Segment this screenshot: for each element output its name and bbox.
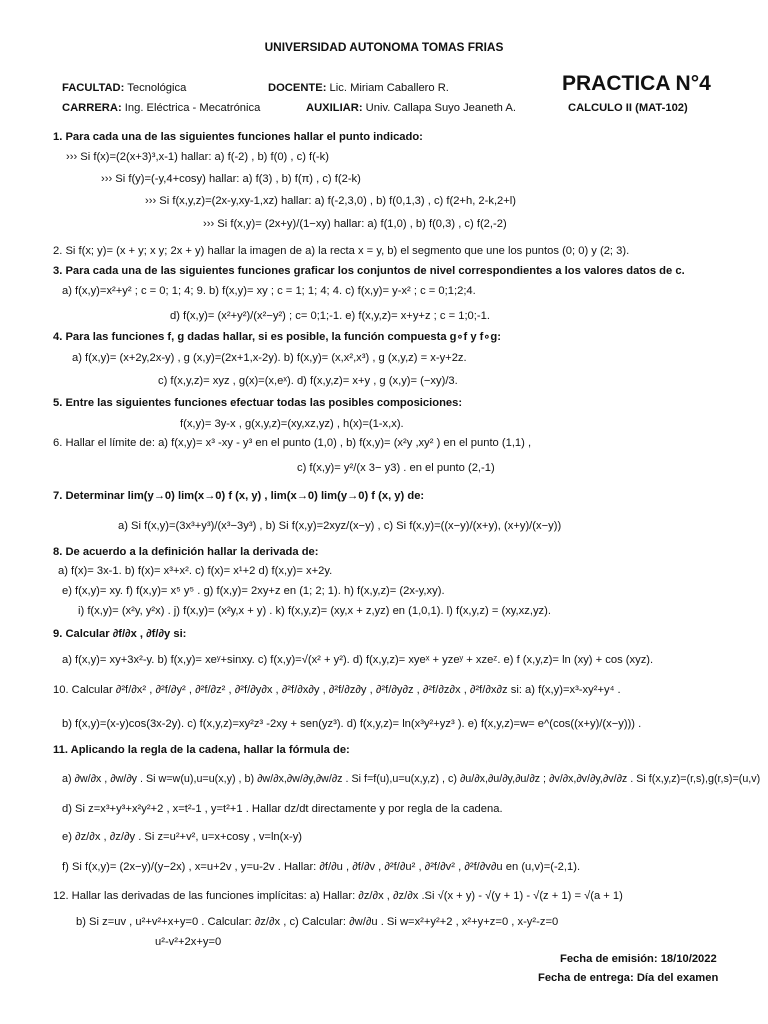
carrera-label: CARRERA: <box>62 102 122 114</box>
exercise-11-line-a: a) ∂w/∂x , ∂w/∂y . Si w=w(u),u=u(x,y) , b) ∂w/∂x,∂w/∂y,∂w/∂z . Si f=f(u),u=u(x,y,z) , c) ∂u/∂x,∂u/∂y,∂u/∂z ; ∂v/∂x,∂v/∂y,∂v/∂z . Si f(x,y,z)=(r,s),g(r,s)=(u,v) <box>62 773 761 785</box>
exercise-8-line-3: i) f(x,y)= (x²y, y²x) . j) f(x,y)= (x²y,x + y) . k) f(x,y,z)= (xy,x + z,yz) en (1,0,1). l) f(x,y,z) = (xy,xz,yz). <box>78 605 551 617</box>
auxiliar-label: AUXILIAR: <box>306 102 363 114</box>
exercise-6: 6. Hallar el límite de: a) f(x,y)= x³ -xy - y³ en el punto (1,0) , b) f(x,y)= (x²y ,xy² ) en el punto (1,1) , <box>53 437 532 449</box>
exercise-12-line-b2: u²-v²+2x+y=0 <box>155 936 222 948</box>
fecha-entrega: Fecha de entrega: Día del examen <box>538 972 719 984</box>
exercise-8-line-1: a) f(x)= 3x-1. b) f(x)= x³+x². c) f(x)= x¹+2 d) f(x,y)= x+2y. <box>58 565 333 577</box>
exercise-11-line-f: f) Si f(x,y)= (2x−y)/(y−2x) , x=u+2v , y=u-2v . Hallar: ∂f/∂u , ∂f/∂v , ∂²f/∂u² , ∂²f/∂v² , ∂²f/∂v∂u en (u,v)=(-2,1). <box>62 861 581 873</box>
docente-field <box>268 81 449 95</box>
auxiliar-field <box>306 101 516 115</box>
exercise-1-heading: 1. Para cada una de las siguientes funciones hallar el punto indicado: <box>53 131 423 143</box>
exercise-5-line-1: f(x,y)= 3y-x , g(x,y,z)=(xy,xz,yz) , h(x)=(1-x,x). <box>180 418 404 430</box>
practica-title: PRACTICA N°4 <box>562 72 711 95</box>
exercise-12-line-b: b) Si z=uv , u²+v²+x+y=0 . Calcular: ∂z/∂x , c) Calcular: ∂w/∂u . Si w=x²+y²+2 , x²+y+z=0 , x-y²-z=0 <box>76 916 559 928</box>
facultad-field <box>62 81 186 95</box>
exercise-11-line-e: e) ∂z/∂x , ∂z/∂y . Si z=u²+v², u=x+cosy , v=ln(x-y) <box>62 831 303 843</box>
exercise-1-line-3: ››› Si f(x,y,z)=(2x-y,xy-1,xz) hallar: a) f(-2,3,0) , b) f(0,1,3) , c) f(2+h, 2-k,2+l) <box>145 195 517 207</box>
auxiliar-value: Univ. Callapa Suyo Jeaneth A. <box>365 102 516 114</box>
exercise-8-heading: 8. De acuerdo a la definición hallar la derivada de: <box>53 546 319 558</box>
exercise-7-line-1: a) Si f(x,y)=(3x³+y³)/(x³−3y³) , b) Si f(x,y)=2xyz/(x−y) , c) Si f(x,y)=((x−y)/(x+y), (x+y)/(x−y)) <box>118 520 562 532</box>
exercise-4-line-2: c) f(x,y,z)= xyz , g(x)=(x,eˣ). d) f(x,y,z)= x+y , g (x,y)= (−xy)/3. <box>158 375 458 387</box>
exercise-11-line-d: d) Si z=x³+y³+x²y²+2 , x=t²-1 , y=t²+1 . Hallar dz/dt directamente y por regla de la cadena. <box>62 803 503 815</box>
fecha-emision: Fecha de emisión: 18/10/2022 <box>560 953 717 965</box>
facultad-value: Tecnológica <box>127 82 187 94</box>
exercise-4-heading: 4. Para las funciones f, g dadas hallar, si es posible, la función compuesta g∘f y f∘g: <box>53 331 501 343</box>
carrera-value: Ing. Eléctrica - Mecatrónica <box>124 102 261 114</box>
exercise-9-line-1: a) f(x,y)= xy+3x²-y. b) f(x,y)= xeʸ+sinxy. c) f(x,y)=√(x² + y²). d) f(x,y,z)= xyeˣ + yzeʸ + xzeᶻ. e) f (x,y,z)= ln (xy) + cos (xyz). <box>62 654 654 666</box>
carrera-field <box>62 101 260 115</box>
exercise-10-heading: 10. Calcular ∂²f/∂x² , ∂²f/∂y² , ∂²f/∂z² , ∂²f/∂y∂x , ∂²f/∂x∂y , ∂²f/∂z∂y , ∂²f/∂y∂z , ∂²f/∂z∂x , ∂²f/∂x∂z si: a) f(x,y)=x³-xy²+y⁴ . <box>53 684 621 696</box>
exercise-6-line-2: c) f(x,y)= y²/(x 3− y3) . en el punto (2,-1) <box>297 462 495 474</box>
docente-value: Lic. Miriam Caballero R. <box>329 82 449 94</box>
exercise-4-line-1: a) f(x,y)= (x+2y,2x-y) , g (x,y)=(2x+1,x-2y). b) f(x,y)= (x,x²,x³) , g (x,y,z) = x-y+2z. <box>72 352 467 364</box>
exercise-1-line-4: ››› Si f(x,y)= (2x+y)/(1−xy) hallar: a) f(1,0) , b) f(0,3) , c) f(2,-2) <box>203 218 507 230</box>
university-title: UNIVERSIDAD AUTONOMA TOMAS FRIAS <box>264 40 504 54</box>
exercise-12-heading: 12. Hallar las derivadas de las funciones implícitas: a) Hallar: ∂z/∂x , ∂z/∂x .Si √(x + y) - √(y + 1) - √(z + 1) = √(a + 1) <box>53 890 623 902</box>
exercise-7-heading: 7. Determinar lim(y→0) lim(x→0) f (x, y) , lim(x→0) lim(y→0) f (x, y) de: <box>53 490 425 502</box>
exercise-2: 2. Si f(x; y)= (x + y; x y; 2x + y) hallar la imagen de a) la recta x = y, b) el segmento que une los puntos (0; 0) y (2; 3). <box>53 245 630 257</box>
exercise-1-line-1: ››› Si f(x)=(2(x+3)³,x-1) hallar: a) f(-2) , b) f(0) , c) f(-k) <box>66 151 329 163</box>
exercise-3-line-1: a) f(x,y)=x²+y² ; c = 0; 1; 4; 9. b) f(x,y)= xy ; c = 1; 1; 4; 4. c) f(x,y)= y-x² ; c = 0;1;2;4. <box>62 285 476 297</box>
facultad-label: FACULTAD: <box>62 82 125 94</box>
exercise-3-line-2: d) f(x,y)= (x²+y²)/(x²−y²) ; c= 0;1;-1. e) f(x,y,z)= x+y+z ; c = 1;0;-1. <box>170 310 490 322</box>
exercise-3-heading: 3. Para cada una de las siguientes funciones graficar los conjuntos de nivel correspondientes a los valores datos de c. <box>53 265 685 277</box>
exercise-10-line-1: b) f(x,y)=(x-y)cos(3x-2y). c) f(x,y,z)=xy²z³ -2xy + sen(yz³). d) f(x,y,z)= ln(x³y²+yz³ ). e) f(x,y,z)=w= e^(cos((x+y)/(x−y))) . <box>62 718 642 730</box>
exercise-5-heading: 5. Entre las siguientes funciones efectuar todas las posibles composiciones: <box>53 397 463 409</box>
course-name: CALCULO II (MAT-102) <box>568 102 688 114</box>
exercise-8-line-2: e) f(x,y)= xy. f) f(x,y)= x⁵ y⁵ . g) f(x,y)= 2xy+z en (1; 2; 1). h) f(x,y,z)= (2x-y,xy). <box>62 585 445 597</box>
docente-label: DOCENTE: <box>268 82 327 94</box>
exercise-11-heading: 11. Aplicando la regla de la cadena, hallar la fórmula de: <box>53 744 350 756</box>
exercise-9-heading: 9. Calcular ∂f/∂x , ∂f/∂y si: <box>53 628 187 640</box>
exercise-1-line-2: ››› Si f(y)=(-y,4+cosy) hallar: a) f(3) , b) f(π) , c) f(2-k) <box>101 173 361 185</box>
